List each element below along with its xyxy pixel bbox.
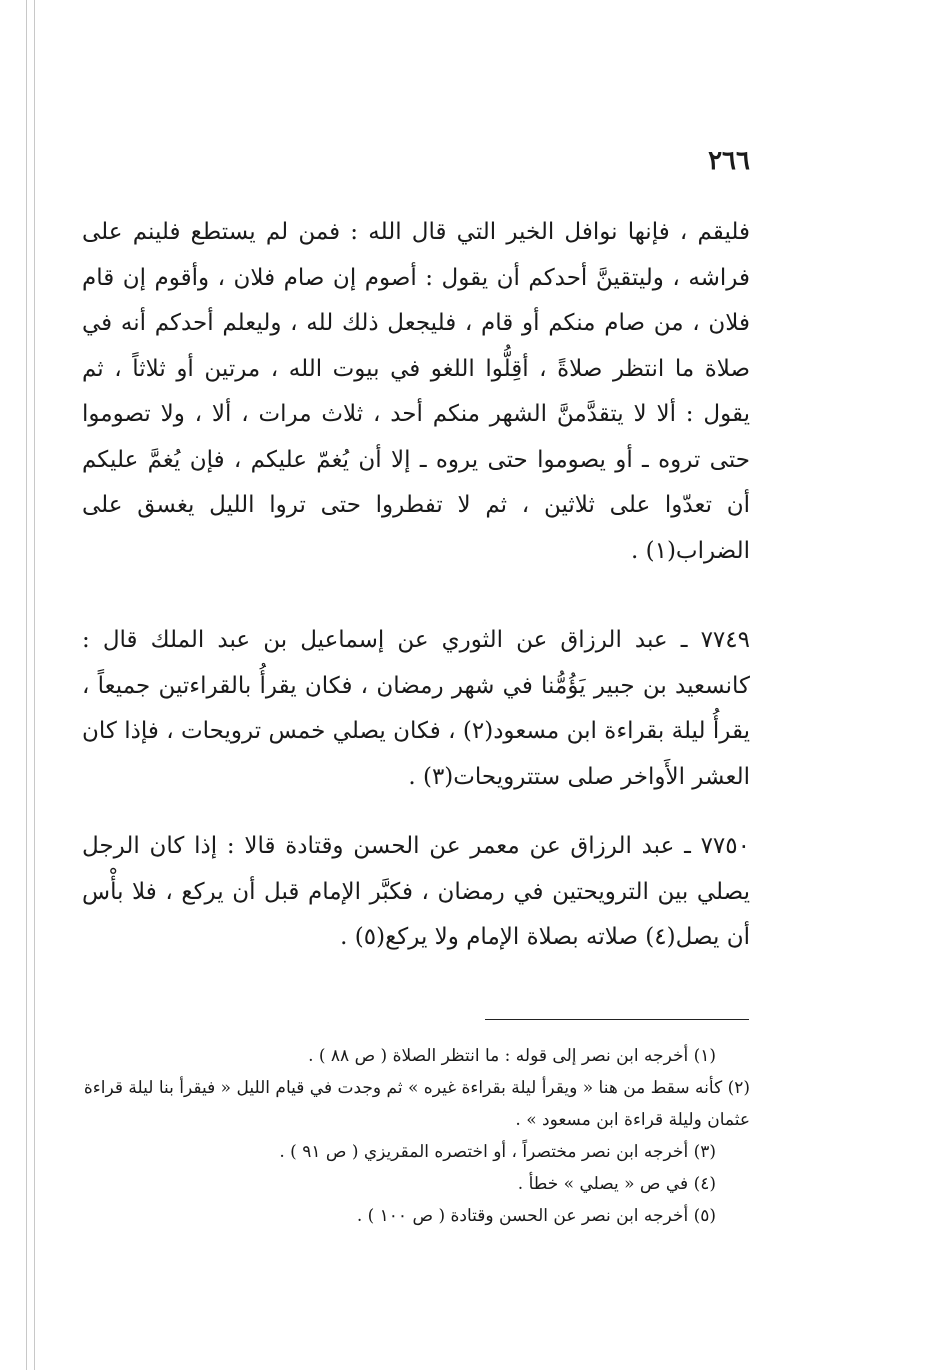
page-binding-line — [26, 0, 27, 1370]
footnote-5: (٥) أخرجه ابن نصر عن الحسن وقتادة ( ص ١٠٠ ) . — [356, 1206, 716, 1226]
footnote-1: (١) أخرجه ابن نصر إلى قوله : ما انتظر الصلاة ( ص ٨٨ ) . — [308, 1046, 716, 1066]
footnote-3: (٣) أخرجه ابن نصر مختصراً ، أو اختصره المقريزي ( ص ٩١ ) . — [279, 1142, 716, 1162]
footnote-4: (٤) في ص « يصلي » خطأ . — [517, 1174, 716, 1194]
paragraph-text: ٧٧٤٩ ـ عبد الرزاق عن الثوري عن إسماعيل بن عبد الملك قال : كانسعيد بن جبير يَؤُمُّنا في شهر رمضان ، فكان يقرأُ بالقراءتين جميعاً ، يقرأُ ليلة بقراءة ابن مسعود(٢) ، فكان يصلي خمس ترويحات ، فإذا كان العشر الأَواخر صلى ستترويحات(٣) . — [82, 627, 750, 790]
footnote-separator — [485, 1019, 749, 1020]
footnotes — [82, 1040, 750, 1232]
paragraph-hadith-7750 — [82, 824, 750, 961]
page-binding-line — [34, 0, 35, 1370]
paragraph-text: فليقم ، فإنها نوافل الخير التي قال الله : فمن لم يستطع فلينم على فراشه ، وليتقينَّ أحدكم أن يقول : أصوم إن صام فلان ، وأقوم إن قام فلان ، من صام منكم أو قام ، فليجعل ذلك لله ، وليعلم أحدكم أنه في صلاة ما انتظر صلاةً ، أقِلُّوا اللغو في بيوت الله ، مرتين أو ثلاثاً ، ثم يقول : ألا لا يتقدَّمنَّ الشهر منكم أحد ، ثلاث مرات ، ألا ، ولا تصوموا حتى تروه ـ أو يصوموا حتى يروه ـ إلا أن يُغمّ عليكم ، فإن يُغمَّ عليكم أن تعدّوا على ثلاثين ، ثم لا تفطروا حتى تروا الليل يغسق على الضراب(١) . — [82, 219, 750, 564]
paragraph-continuation — [82, 210, 750, 574]
footnote-2: (٢) كأنه سقط من هنا « ويقرأ ليلة بقراءة غيره » ثم وجدت في قيام الليل « فيقرأ بنا ليلة قراءة عثمان وليلة قراءة ابن مسعود » . — [83, 1078, 750, 1130]
paragraph-hadith-7749 — [82, 618, 750, 800]
page-number: ٢٦٦ — [708, 146, 750, 176]
paragraph-text: ٧٧٥٠ ـ عبد الرزاق عن معمر عن الحسن وقتادة قالا : إذا كان الرجل يصلي بين الترويحتين في رمضان ، فكبَّر الإمام قبل أن يركع ، فلا بأْس أن يصل(٤) صلاته بصلاة الإمام ولا يركع(٥) . — [82, 833, 750, 950]
